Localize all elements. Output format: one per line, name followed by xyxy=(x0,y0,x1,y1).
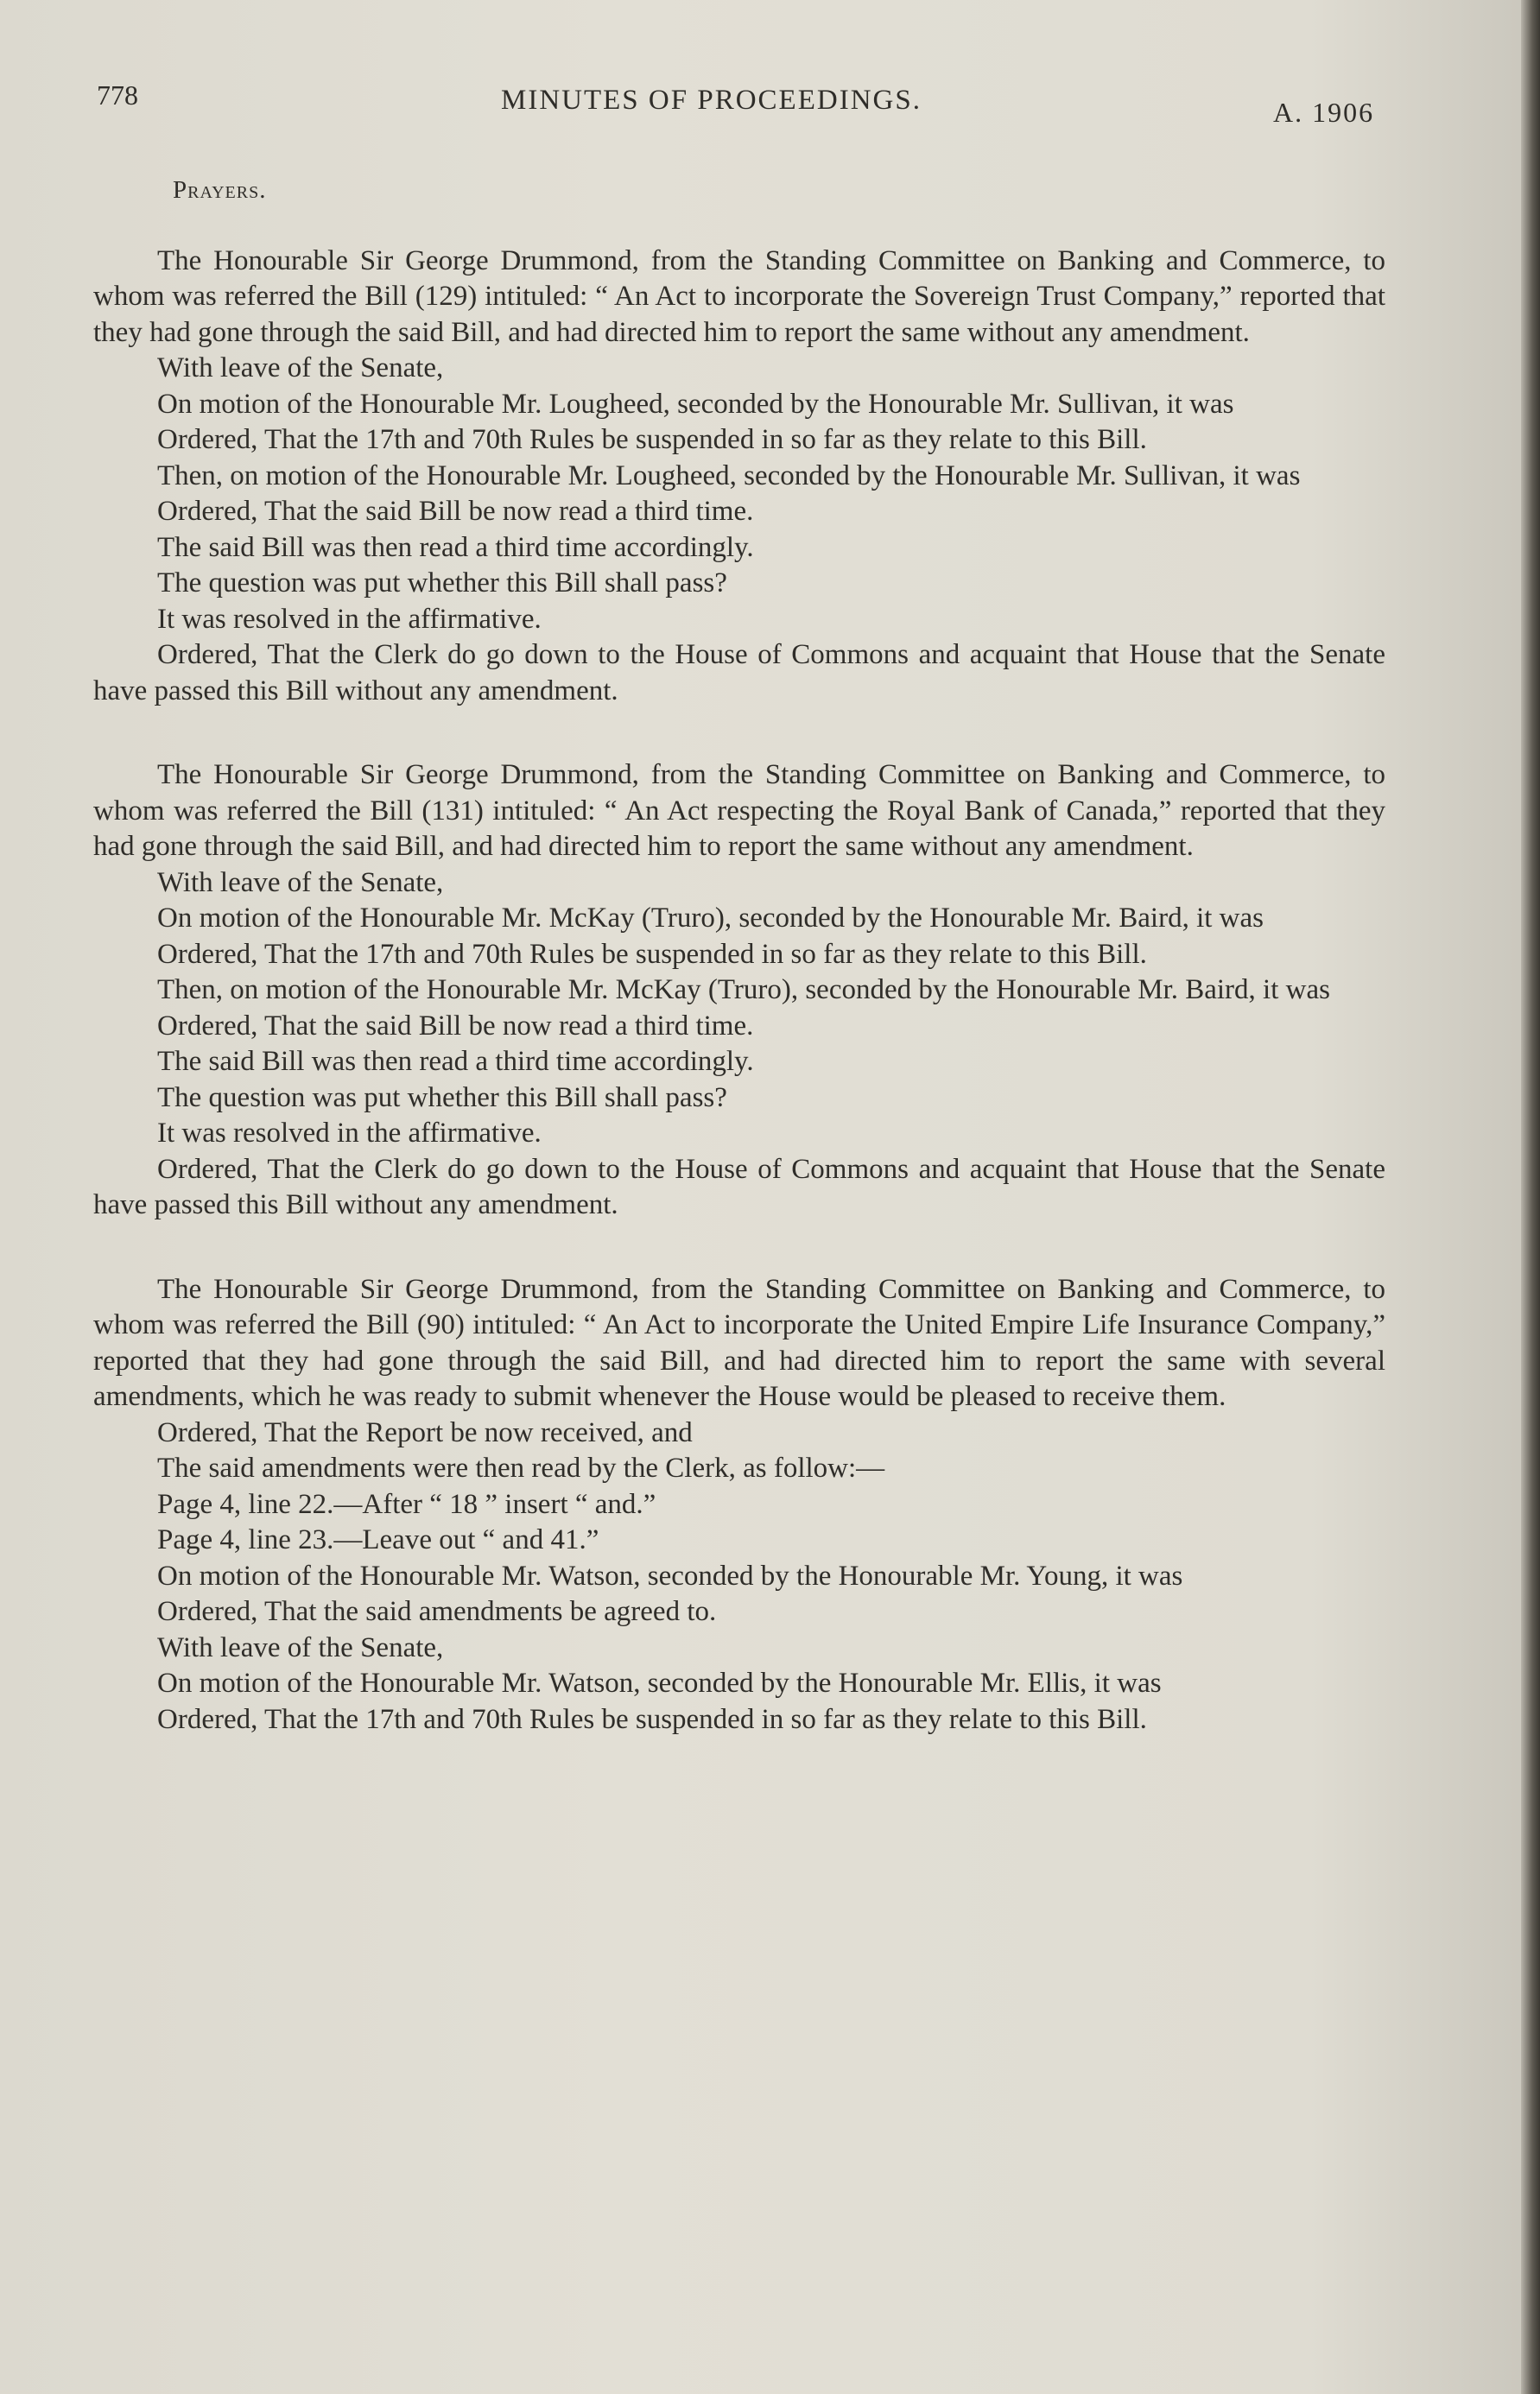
minute-paragraph: The question was put whether this Bill shall pass? xyxy=(157,567,727,598)
minute-paragraph: On motion of the Honourable Mr. Watson, seconded by the Honourable Mr. Young, it was xyxy=(157,1560,1183,1592)
minute-paragraph: On motion of the Honourable Mr. Lougheed, seconded by the Honourable Mr. Sullivan, it was xyxy=(157,388,1234,420)
session-year: A. 1906 xyxy=(1273,97,1375,128)
minute-paragraph: Ordered, That the said Bill be now read a third time. xyxy=(157,1010,754,1042)
minute-paragraph: With leave of the Senate, xyxy=(157,1631,444,1663)
minute-paragraph: Ordered, That the Clerk do go down to the House of Commons and acquaint that House that the Senate have passed this Bill without any amendment. xyxy=(93,1153,1385,1220)
minute-paragraph: Ordered, That the Report be now received, and xyxy=(157,1416,693,1448)
minute-paragraph: Ordered, That the 17th and 70th Rules be suspended in so far as they relate to this Bill. xyxy=(157,938,1147,970)
minute-paragraph: Ordered, That the said amendments be agreed to. xyxy=(157,1596,717,1627)
proceeding-bill-131 xyxy=(93,757,1385,1224)
minute-paragraph: With leave of the Senate, xyxy=(157,352,444,383)
amendment-line: Page 4, line 23.—Leave out “ and 41.” xyxy=(157,1524,599,1555)
minute-paragraph: The said amendments were then read by the Clerk, as follow:— xyxy=(157,1453,885,1484)
minute-paragraph: Then, on motion of the Honourable Mr. McKay (Truro), seconded by the Honourable Mr. Baird, it was xyxy=(157,974,1330,1005)
minute-paragraph: The said Bill was then read a third time accordingly. xyxy=(157,1046,754,1077)
minute-paragraph: On motion of the Honourable Mr. McKay (Truro), seconded by the Honourable Mr. Baird, it was xyxy=(157,902,1264,934)
committee-report-paragraph: The Honourable Sir George Drummond, from the Standing Committee on Banking and Commerce, to whom was referred the Bill (129) intituled: “ An Act to incorporate the Sovereign Trust Company,” reported that they had gone through the said Bill, and had directed him to report the same without any amendment. xyxy=(93,244,1385,348)
proceeding-bill-90 xyxy=(93,1272,1385,1738)
minute-paragraph: Then, on motion of the Honourable Mr. Lougheed, seconded by the Honourable Mr. Sullivan, it was xyxy=(157,459,1301,491)
prayers-heading: Prayers. xyxy=(173,176,267,204)
minute-paragraph: The said Bill was then read a third time accordingly. xyxy=(157,531,754,563)
minute-paragraph: Ordered, That the Clerk do go down to the House of Commons and acquaint that House that the Senate have passed this Bill without any amendment. xyxy=(93,639,1385,706)
page-number: 778 xyxy=(97,79,138,111)
minute-paragraph: It was resolved in the affirmative. xyxy=(157,1118,542,1149)
minute-paragraph: It was resolved in the affirmative. xyxy=(157,603,542,635)
page-body xyxy=(93,173,1385,1786)
minute-paragraph: On motion of the Honourable Mr. Watson, seconded by the Honourable Mr. Ellis, it was xyxy=(157,1668,1162,1699)
proceeding-bill-129 xyxy=(93,244,1385,710)
minute-paragraph: Ordered, That the 17th and 70th Rules be suspended in so far as they relate to this Bill. xyxy=(157,424,1147,455)
running-title: MINUTES OF PROCEEDINGS. xyxy=(501,85,922,116)
book-spine-shadow xyxy=(1521,0,1540,2394)
amendment-line: Page 4, line 22.—After “ 18 ” insert “ and.” xyxy=(157,1488,656,1520)
minute-paragraph: The question was put whether this Bill shall pass? xyxy=(157,1081,727,1113)
minute-paragraph: Ordered, That the said Bill be now read a third time. xyxy=(157,496,754,527)
minute-paragraph: Ordered, That the 17th and 70th Rules be suspended in so far as they relate to this Bill. xyxy=(157,1703,1147,1735)
running-head xyxy=(0,79,1540,131)
committee-report-paragraph: The Honourable Sir George Drummond, from the Standing Committee on Banking and Commerce, to whom was referred the Bill (90) intituled: “ An Act to incorporate the United Empire Life Insurance Company,” reported that they had gone through the said Bill, and had directed him to report the same with several amendments, which he was ready to submit whenever the House would be pleased to receive them. xyxy=(93,1273,1385,1412)
minute-paragraph: With leave of the Senate, xyxy=(157,866,444,898)
committee-report-paragraph: The Honourable Sir George Drummond, from the Standing Committee on Banking and Commerce, to whom was referred the Bill (131) intituled: “ An Act respecting the Royal Bank of Canada,” reported that they had gone through the said Bill, and had directed him to report the same without any amendment. xyxy=(93,759,1385,862)
